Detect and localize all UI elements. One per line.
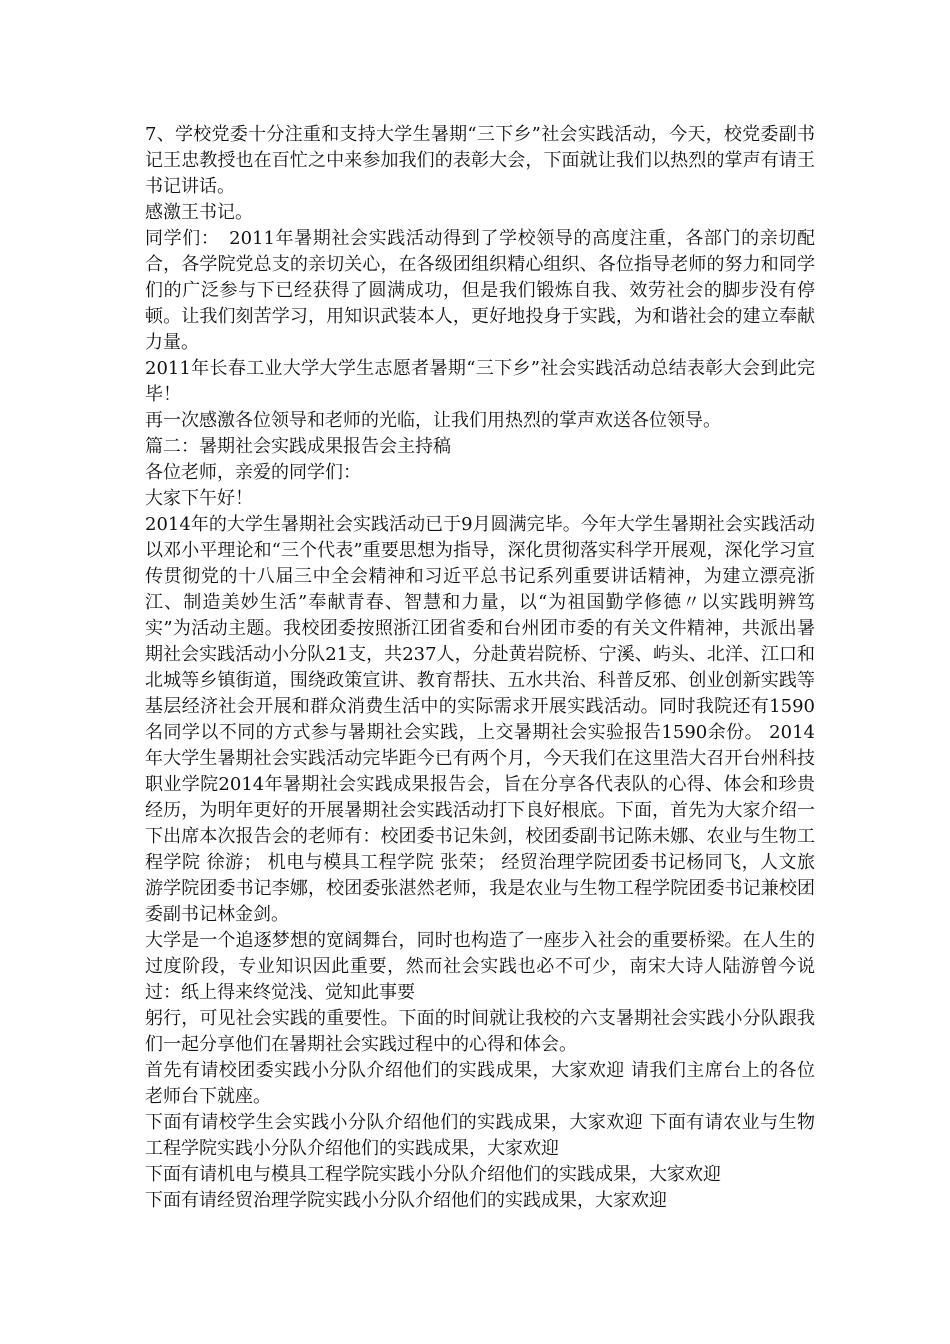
paragraph-13: 下面有请校学生会实践小分队介绍他们的实践成果，大家欢迎 下面有请农业与生物工程学院实践小分队介绍他们的实践成果，大家欢迎 [145,1112,815,1159]
paragraph-4: 2011年长春工业大学大学生志愿者暑期“三下乡”社会实践活动总结表彰大会到此完毕！ [145,358,815,405]
paragraph-14: 下面有请机电与模具工程学院实践小分队介绍他们的实践成果，大家欢迎 [145,1164,721,1185]
paragraph-15: 下面有请经贸治理学院实践小分队介绍他们的实践成果，大家欢迎 [145,1190,667,1211]
paragraph-5: 再一次感激各位领导和老师的光临，让我们用热烈的掌声欢送各位领导。 [145,410,721,431]
paragraph-11: 躬行，可见社会实践的重要性。下面的时间就让我校的六支暑期社会实践小分队跟我们一起分享他们在暑期社会实践过程中的心得和体会。 [145,1008,815,1055]
paragraph-3: 同学们： 2011年暑期社会实践活动得到了学校领导的高度注重，各部门的亲切配合，各学院党总支的亲切关心，在各级团组织精心组织、各位指导老师的努力和同学们的广泛参与下已经获得了圆满成功，但是我们锻炼自我、效劳社会的脚步没有停顿。让我们刻苦学习，用知识武装本人，更好地投身于实践，为和谐社会的建立奉献力量。 [145,228,815,353]
paragraph-1: 7、学校党委十分注重和支持大学生暑期“三下乡”社会实践活动，今天，校党委副书记王忠教授也在百忙之中来参加我们的表彰大会，下面就让我们以热烈的掌声有请王书记讲话。 [145,124,815,197]
paragraph-10: 大学是一个追逐梦想的宽阔舞台，同时也构造了一座步入社会的重要桥梁。在人生的过度阶段，专业知识因此重要，然而社会实践也必不可少，南宋大诗人陆游曾今说过：纸上得来终觉浅、觉知此事要 [145,930,815,1003]
section-heading: 篇二：暑期社会实践成果报告会主持稿 [145,436,451,457]
paragraph-2: 感激王书记。 [145,202,253,223]
salutation: 各位老师，亲爱的同学们： [145,462,361,483]
document-body [145,122,815,1214]
greeting: 大家下午好！ [145,488,253,509]
paragraph-9: 2014年的大学生暑期社会实践活动已于9月圆满完毕。今年大学生暑期社会实践活动以邓小平理论和“三个代表”重要思想为指导，深化贯彻落实科学开展观，深化学习宣传贯彻党的十八届三中全会精神和习近平总书记系列重要讲话精神，为建立漂亮浙江、制造美妙生活”奉献青春、智慧和力量，以“为祖国勤学修德〃以实践明辨笃实”为活动主题。我校团委按照浙江团省委和台州团市委的有关文件精神，共派出暑期社会实践活动小分队21支，共237人，分赴黄岩院桥、宁溪、屿头、北洋、江口和北城等乡镇街道，围绕政策宣讲、教育帮扶、五水共治、科普反邪、创业创新实践等基层经济社会开展和群众消费生活中的实际需求开展实践活动。同时我院还有1590名同学以不同的方式参与暑期社会实践，上交暑期社会实验报告1590余份。 2014年大学生暑期社会实践活动完毕距今已有两个月，今天我们在这里浩大召开台州科技职业学院2014年暑期社会实践成果报告会，旨在分享各代表队的心得、体会和珍贵经历，为明年更好的开展暑期社会实践活动打下良好根底。下面，首先为大家介绍一下出席本次报告会的老师有：校团委书记朱剑，校团委副书记陈未娜、农业与生物工程学院 徐游； 机电与模具工程学院 张荣； 经贸治理学院团委书记杨同飞，人文旅游学院团委书记李娜，校团委张湛然老师，我是农业与生物工程学院团委书记兼校团委副书记林金剑。 [145,514,815,925]
paragraph-12: 首先有请校团委实践小分队介绍他们的实践成果，大家欢迎 请我们主席台上的各位老师台下就座。 [145,1060,815,1107]
